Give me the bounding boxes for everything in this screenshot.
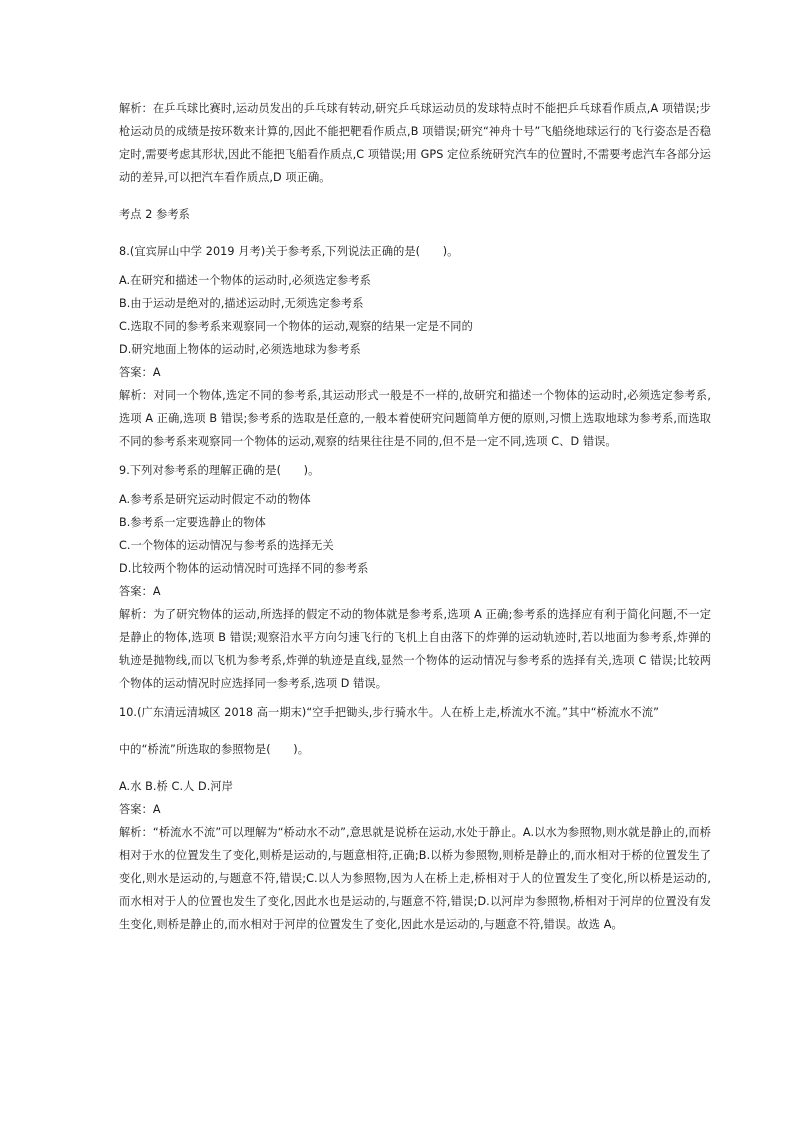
analysis-paragraph-q7: 解析：在乒乓球比赛时,运动员发出的乒乓球有转动,研究乒乓球运动员的发球特点时不能把乒乓球看作质点,A 项错误;步枪运动员的成绩是按环数来计算的,因此不能把靶看作质点,B 项错误;研究“神舟十号”飞船绕地球运行的飞行姿态是否稳定时,需要考虑其形状,因此不能把飞船看作质点,C 项错误;用 GPS 定位系统研究汽车的位置时,不需要考虑汽车各部分运动的差异,可以把汽车看作质点,D 项正确。 [119,102,711,184]
question-8-option-a: A.在研究和描述一个物体的运动时,必须选定参考系 [119,274,371,287]
question-9-answer: 答案：A [119,585,161,598]
question-9-option-b: B.参考系一定要选静止的物体 [119,516,266,529]
document-body [119,97,711,936]
question-9-stem: 9.下列对参考系的理解正确的是( )。 [119,464,320,477]
question-9-option-d: D.比较两个物体的运动情况时可选择不同的参考系 [119,562,369,575]
question-10-stem: 10.(广东清远清城区 2018 高一期末)“空手把锄头,步行骑水牛。人在桥上走,桥流水不流。”其中“桥流水不流” [119,706,660,719]
question-8-stem: 8.(宜宾屏山中学 2019 月考)关于参考系,下列说法正确的是( )。 [119,245,459,258]
question-9-option-a: A.参考系是研究运动时假定不动的物体 [119,493,311,506]
question-8-answer: 答案：A [119,366,161,379]
question-9-analysis: 解析：为了研究物体的运动,所选择的假定不动的物体就是参考系,选项 A 正确;参考系的选择应有利于简化问题,不一定是静止的物体,选项 B 错误;观察沿水平方向匀速飞行的飞机上自由落下的炸弹的运动轨迹时,若以地面为参考系,炸弹的轨迹是抛物线,而以飞机为参考系,炸弹的轨迹是直线,显然一个物体的运动情况与参考系的选择有关,选项 C 错误;比较两个物体的运动情况时应选择同一参考系,选项 D 错误。 [119,608,711,690]
question-8-option-c: C.选取不同的参考系来观察同一个物体的运动,观察的结果一定是不同的 [119,320,473,333]
section-heading-reference-frame: 考点 2 参考系 [119,208,190,221]
question-10-analysis: 解析：“桥流水不流”可以理解为“桥动水不动”,意思就是说桥在运动,水处于静止。A.以水为参照物,则水就是静止的,而桥相对于水的位置发生了变化,则桥是运动的,与题意相符,正确;B.以桥为参照物,则桥是静止的,而水相对于桥的位置发生了变化,则水是运动的,与题意不符,错误;C.以人为参照物,因为人在桥上走,桥相对于人的位置发生了变化,所以桥是运动的,而水相对于人的位置也发生了变化,因此水也是运动的,与题意不符,错误;D.以河岸为参照物,桥相对于河岸的位置没有发生变化,则桥是静止的,而水相对于河岸的位置发生了变化,因此水是运动的,与题意不符,错误。故选 A。 [119,826,711,931]
question-8-analysis: 解析：对同一个物体,选定不同的参考系,其运动形式一般是不一样的,故研究和描述一个物体的运动时,必须选定参考系,选项 A 正确,选项 B 错误;参考系的选取是任意的,一般本着使研究问题简单方便的原则,习惯上选取地球为参考系,而选取不同的参考系来观察同一个物体的运动,观察的结果往往是不同的,但不是一定不同,选项 C、D 错误。 [119,389,711,448]
question-10-answer: 答案：A [119,803,161,816]
question-8-option-b: B.由于运动是绝对的,描述运动时,无须选定参考系 [119,297,364,310]
question-9-option-c: C.一个物体的运动情况与参考系的选择无关 [119,539,334,552]
question-8-option-d: D.研究地面上物体的运动时,必须选地球为参考系 [119,343,361,356]
question-10-stem-continued: 中的“桥流”所选取的参照物是( )。 [119,743,310,756]
question-10-options: A.水 B.桥 C.人 D.河岸 [119,780,233,793]
